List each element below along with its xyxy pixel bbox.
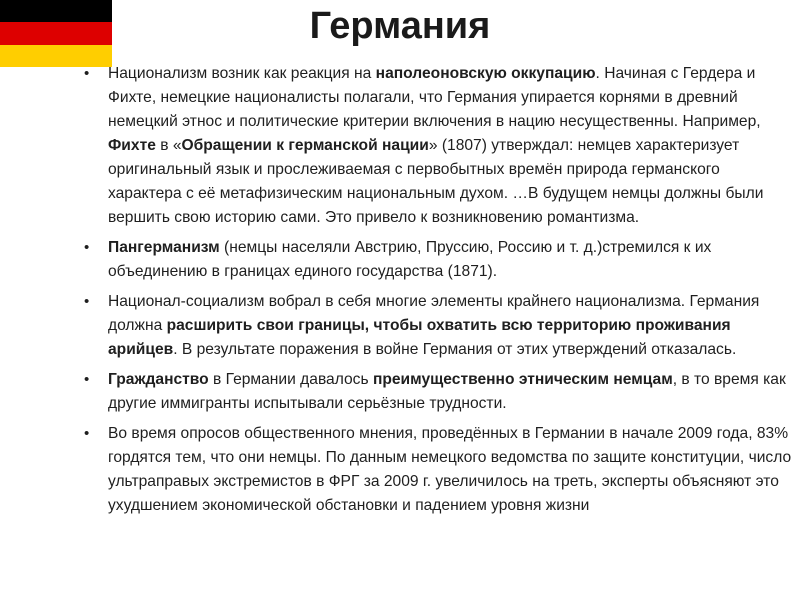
bullet-item [0, 290, 800, 362]
bullet-text: Во время опросов общественного мнения, проведённых в Германии в начале 2009 года, 83% гордятся тем, что они немцы. По данным немецкого ведомства по защите конституции, число ультраправых экстремистов в ФРГ за 2009 г. увеличилось на треть, эксперты объясняют это ухудшением экономической обстановки и падением уровня жизни [108, 425, 792, 514]
bullet-text-bold: Пангерманизм [108, 239, 220, 256]
bullet-item [0, 236, 800, 284]
bullet-text: » (1807) утверждал: немцев характеризует оригинальный язык и прослеживаемая с первобытных времён природа германского характера с её метафизическим национальным духом. …В будущем немцы должны были вершить свою историю сами. Это привело к возникновению романтизма. [108, 137, 764, 226]
bullet-text: . В результате поражения в войне Германия от этих утверждений отказалась. [173, 341, 737, 358]
bullet-text: . Начиная с Гердера и Фихте, немецкие националисты полагали, что Германия упирается корнями в древний немецкий этнос и политические критерии включения в нацию несущественны. Например, [108, 65, 761, 130]
bullet-dot-icon: • [84, 65, 90, 82]
bullet-dot-icon: • [84, 425, 90, 442]
bullet-text-bold: расширить свои границы, чтобы охватить всю территорию проживания арийцев [108, 317, 731, 358]
bullet-text: Национализм возник как реакция на [108, 65, 376, 82]
bullet-text-bold: Гражданство [108, 371, 209, 388]
bullet-text-bold: Обращении к германской нации [181, 137, 429, 154]
bullet-text-bold: преимущественно этническим немцам [372, 371, 673, 388]
bullet-text: (немцы населяли Австрию, Пруссию, Россию и т. д.)стремился к их объединению в границах единого государства (1871). [108, 239, 712, 280]
bullet-text: , в то время как другие иммигранты испытывали серьёзные трудности. [108, 371, 786, 412]
bullet-text: в « [155, 137, 182, 154]
bullet-item [0, 62, 800, 230]
bullet-text: в Германии давалось [208, 371, 373, 388]
bullet-text: Национал-социализм вобрал в себя многие элементы крайнего национализма. Германия должна [108, 293, 760, 334]
bullet-dot-icon: • [84, 371, 90, 388]
bullet-item [0, 368, 800, 416]
bullet-list [0, 62, 800, 524]
bullet-dot-icon: • [84, 293, 90, 310]
bullet-item [0, 422, 800, 518]
bullet-dot-icon: • [84, 239, 90, 256]
bullet-text-bold: наполеоновскую оккупацию [375, 65, 596, 82]
bullet-text-bold: Фихте [108, 137, 156, 154]
page-title: Германия [309, 5, 491, 47]
